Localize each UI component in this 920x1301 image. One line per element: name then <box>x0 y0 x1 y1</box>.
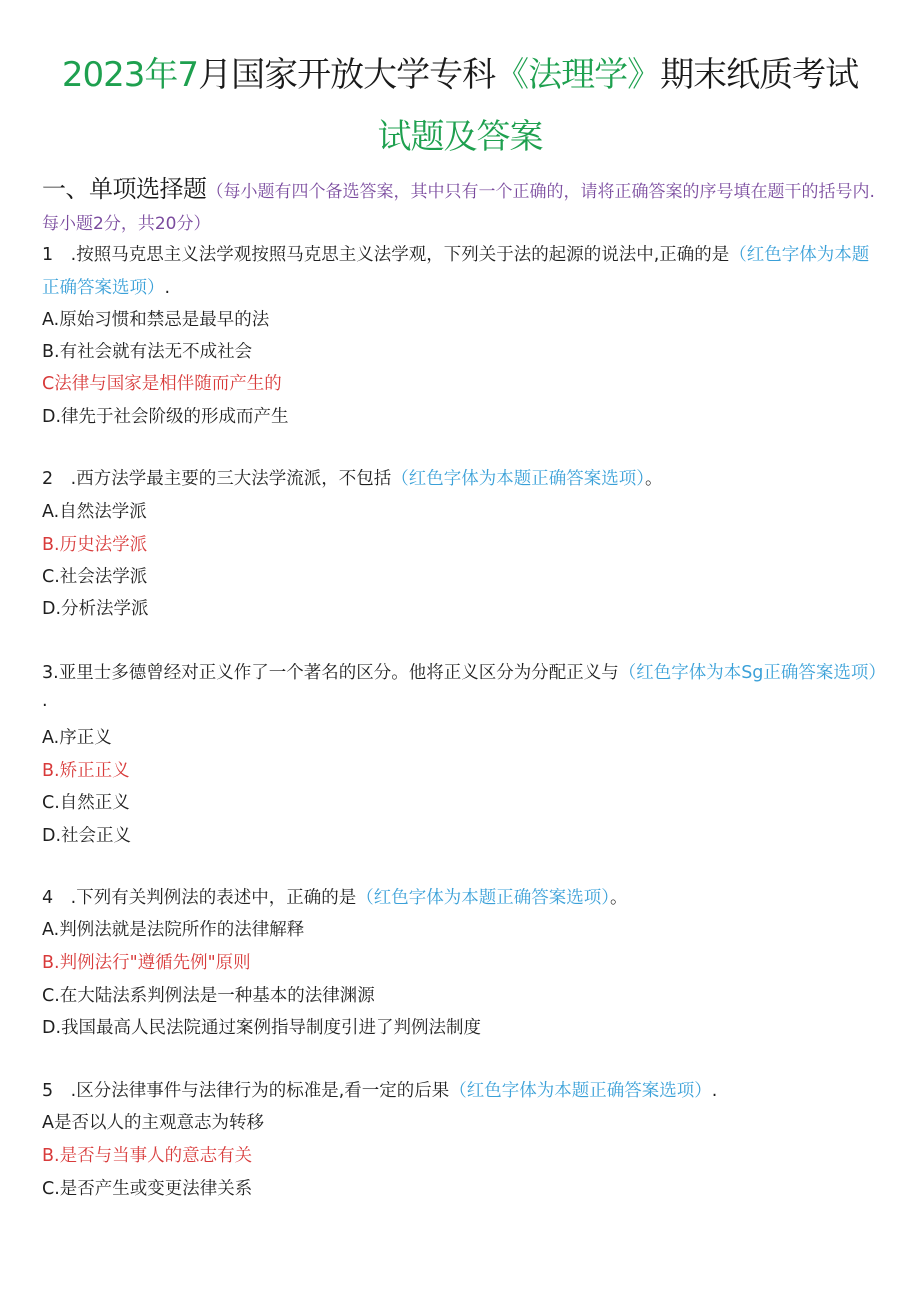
title-part: 月国家开放大学专科 <box>198 55 496 95</box>
option-correct: B.矫正正义 <box>42 761 130 781</box>
question-text: 4 .下列有关判例法的表述中，正确的是 <box>42 888 357 908</box>
question-text: 3.亚里士多德曾经对正义作了一个著名的区分。他将正义区分为分配正义与 <box>42 663 619 683</box>
question-stem <box>42 1075 878 1108</box>
section-title: 一、单项选择题 <box>42 175 207 203</box>
option: A.判例法就是法院所作的法律解释 <box>42 920 305 940</box>
question-text: 1 .按照马克思主义法学观按照马克思主义法学观，下列关于法的起源的说法中,正确的是 <box>42 245 730 265</box>
section-note: （每小题有四个备选答案，其中只有一个正确的，请将正确答案的序号填在题干的括号内.每小题2分，共20分） <box>42 182 875 234</box>
answer-hint: （红色字体为本题正确答案选项） <box>391 469 645 489</box>
section-heading <box>42 173 878 240</box>
option: C.社会法学派 <box>42 567 148 587</box>
option: D.社会正义 <box>42 826 132 846</box>
option: A.原始习惯和禁忌是最早的法 <box>42 310 270 330</box>
title-exam: 期末纸质考试 <box>660 55 859 95</box>
answer-hint: （红色字体为本题正确答案选项） <box>356 888 610 908</box>
option: C.自然正义 <box>42 793 130 813</box>
title-year: 2023年7 <box>61 55 199 95</box>
question-tail: 。 <box>609 888 628 908</box>
option: C.在大陆法系判例法是一种基本的法律渊源 <box>42 986 375 1006</box>
answer-hint: （红色字体为本题正确答案选项） <box>449 1081 712 1101</box>
question-tail: . <box>164 278 171 298</box>
title-course: 《法理学》 <box>495 55 661 95</box>
option: A.序正义 <box>42 728 112 748</box>
option: A是否以人的主观意志为转移 <box>42 1113 264 1133</box>
question-text: 2 .西方法学最主要的三大法学流派，不包括 <box>42 469 392 489</box>
option-correct: B.是否与当事人的意志有关 <box>42 1146 253 1166</box>
option: D.律先于社会阶级的形成而产生 <box>42 407 289 427</box>
document-subtitle: 试题及答案 <box>377 117 543 157</box>
option-correct: C法律与国家是相伴随而产生的 <box>42 374 282 394</box>
option: D.分析法学派 <box>42 599 149 619</box>
question-stem <box>42 657 878 723</box>
question-tail: 。 <box>644 469 663 489</box>
question-stem <box>42 463 878 496</box>
question-stem <box>42 239 878 305</box>
option: D.我国最高人民法院通过案例指导制度引进了判例法制度 <box>42 1018 482 1038</box>
option-correct: B.判例法行"遵循先例"原则 <box>42 953 251 973</box>
option-correct: B.历史法学派 <box>42 535 148 555</box>
option: C.是否产生或变更法律关系 <box>42 1179 253 1199</box>
option: B.有社会就有法无不成社会 <box>42 342 253 362</box>
question-text: 5 .区分法律事件与法律行为的标准是,看一定的后果 <box>42 1081 450 1101</box>
option: A.自然法学派 <box>42 502 147 522</box>
question-stem <box>42 882 878 915</box>
question-tail: · <box>42 696 48 716</box>
answer-hint: （红色字体为本题正确答案选项） <box>42 245 870 298</box>
answer-hint: （红色字体为本Sg正确答案选项） <box>618 663 878 683</box>
question-tail: . <box>711 1081 718 1101</box>
document-title <box>0 52 920 98</box>
